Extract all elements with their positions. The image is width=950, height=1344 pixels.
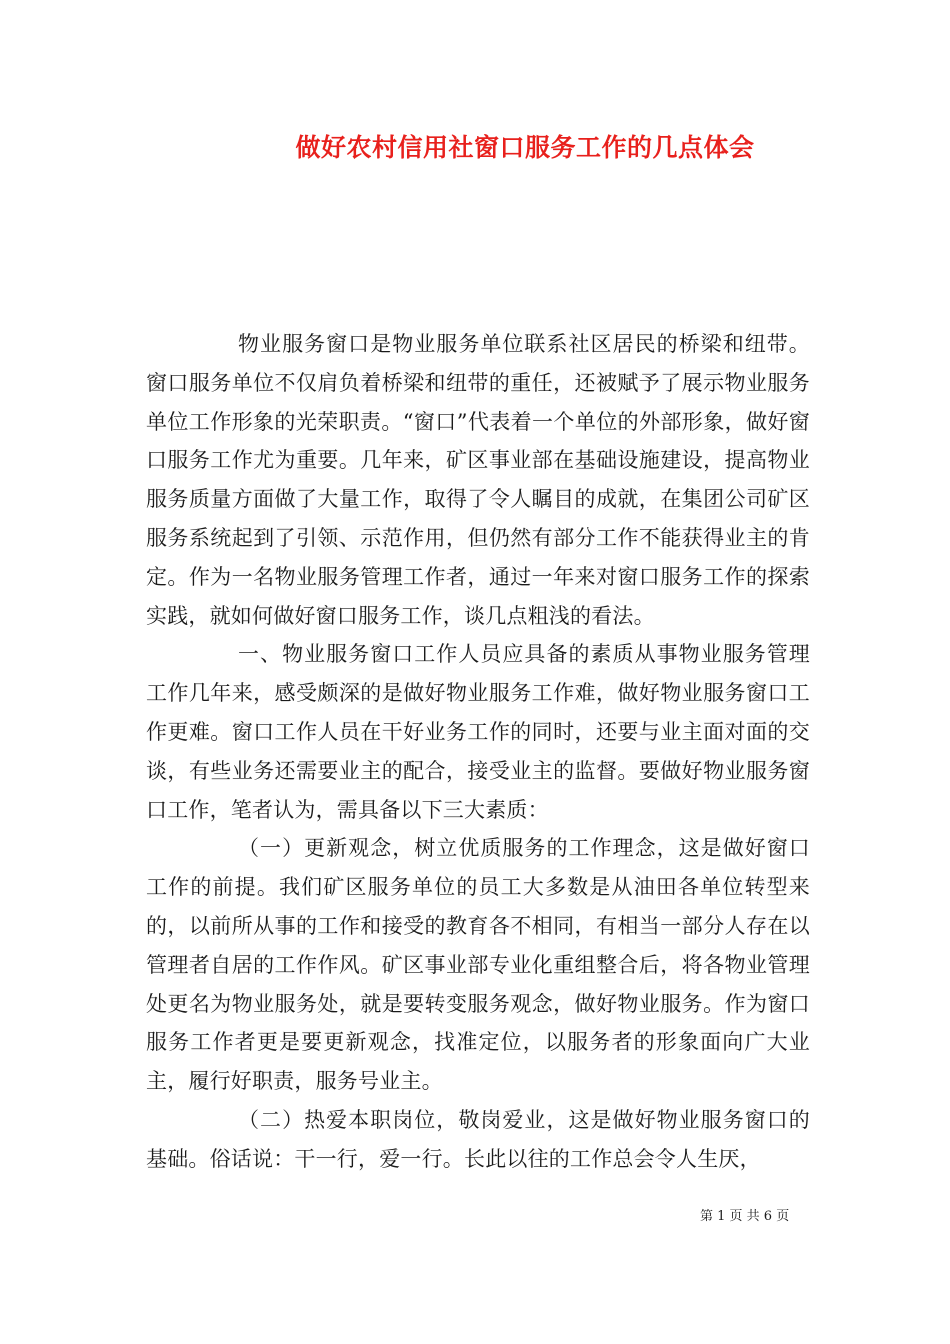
paragraph-subsection-2: （二）热爱本职岗位，敬岗爱业，这是做好物业服务窗口的基础。俗话说：干一行，爱一行。长此以往的工作总会令人生厌， (146, 1107, 810, 1171)
paragraph-subsection-1: （一）更新观念，树立优质服务的工作理念，这是做好窗口工作的前提。我们矿区服务单位的员工大多数是从油田各单位转型来的，以前所从事的工作和接受的教育各不相同，有相当一部分人存在以管理者自居的工作作风。矿区事业部专业化重组整合后，将各物业管理处更名为物业服务处，就是要转变服务观念，做好物业服务。作为窗口服务工作者更是要更新观念，找准定位，以服务者的形象面向广大业主，履行好职责，服务号业主。 (146, 836, 810, 1094)
document-title: 做好农村信用社窗口服务工作的几点体会 (295, 133, 755, 162)
page-number: 第 1 页 共 6 页 (700, 1209, 790, 1224)
paragraph-intro: 物业服务窗口是物业服务单位联系社区居民的桥梁和纽带。窗口服务单位不仅肩负着桥梁和纽带的重任，还被赋予了展示物业服务单位工作形象的光荣职责。“窗口”代表着一个单位的外部形象，做好窗口服务工作尤为重要。几年来，矿区事业部在基础设施建设，提高物业服务质量方面做了大量工作，取得了令人瞩目的成就，在集团公司矿区服务系统起到了引领、示范作用，但仍然有部分工作不能获得业主的肯定。作为一名物业服务管理工作者，通过一年来对窗口服务工作的探索实践，就如何做好窗口服务工作，谈几点粗浅的看法。 (146, 332, 810, 628)
document-body (146, 325, 810, 1179)
paragraph-section-1: 一、物业服务窗口工作人员应具备的素质从事物业服务管理工作几年来，感受颇深的是做好物业服务工作难，做好物业服务窗口工作更难。窗口工作人员在干好业务工作的同时，还要与业主面对面的交谈，有些业务还需要业主的配合，接受业主的监督。要做好物业服务窗口工作，笔者认为，需具备以下三大素质： (146, 642, 810, 822)
